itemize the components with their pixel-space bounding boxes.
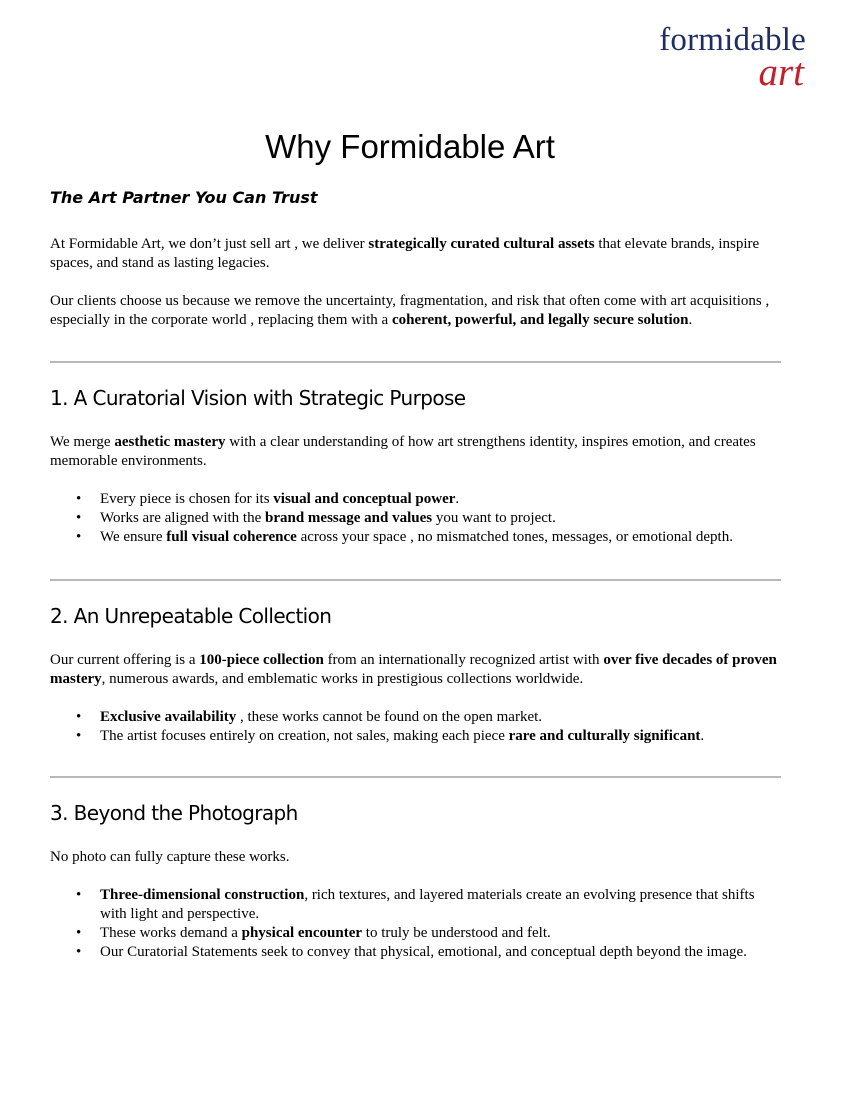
text-run: We ensure bbox=[100, 529, 167, 545]
text-run: We merge bbox=[50, 434, 115, 450]
section-2-heading: 2. An Unrepeatable Collection bbox=[50, 604, 332, 628]
section-1-paragraph bbox=[50, 433, 781, 471]
section-2-bullets bbox=[50, 708, 781, 746]
bullet-icon: • bbox=[76, 944, 82, 960]
bold-text: physical encounter bbox=[241, 925, 363, 941]
bold-text: visual and conceptual power bbox=[273, 491, 456, 507]
list-item bbox=[50, 708, 781, 727]
list-item-text bbox=[100, 887, 755, 922]
bold-text: coherent, powerful, and legally secure solution bbox=[391, 312, 689, 328]
section-3-bullets bbox=[50, 886, 781, 962]
list-item-text bbox=[100, 529, 733, 545]
bullet-icon: • bbox=[76, 491, 82, 507]
bullet-icon: • bbox=[76, 925, 82, 941]
text-run: These works demand a bbox=[100, 925, 242, 941]
text-run: Every piece is chosen for its bbox=[100, 491, 274, 507]
section-3-paragraph bbox=[50, 848, 781, 867]
intro-paragraph-2 bbox=[50, 292, 781, 330]
list-item-text bbox=[100, 944, 747, 960]
bold-text: aesthetic mastery bbox=[114, 434, 226, 450]
list-item-text bbox=[100, 491, 459, 507]
bullet-icon: • bbox=[76, 709, 82, 725]
list-item-text bbox=[100, 728, 704, 744]
page-title: Why Formidable Art bbox=[265, 128, 555, 165]
section-divider bbox=[50, 776, 781, 778]
bold-text: strategically curated cultural assets bbox=[368, 236, 595, 252]
bullet-icon: • bbox=[76, 887, 82, 903]
text-run: . bbox=[688, 312, 693, 328]
text-run: to truly be understood and felt. bbox=[362, 925, 551, 941]
section-3-heading: 3. Beyond the Photograph bbox=[50, 801, 298, 825]
document-body bbox=[50, 188, 781, 962]
page-subtitle: The Art Partner You Can Trust bbox=[50, 188, 318, 207]
section-divider bbox=[50, 361, 781, 363]
logo-word-formidable: formidable bbox=[659, 22, 806, 58]
section-2-paragraph bbox=[50, 651, 781, 689]
text-run: , rich textures, and layered materials create an evolving presence that shifts with light and perspective. bbox=[100, 887, 755, 922]
list-item-text bbox=[100, 925, 551, 941]
text-run: you want to project. bbox=[432, 510, 556, 526]
bold-text: brand message and values bbox=[265, 510, 433, 526]
list-item bbox=[50, 509, 781, 528]
logo-word-art: art bbox=[758, 51, 804, 94]
company-logo bbox=[659, 24, 806, 92]
bold-text: 100-piece collection bbox=[199, 652, 324, 668]
list-item bbox=[50, 490, 781, 509]
list-item bbox=[50, 943, 781, 962]
bold-text: Exclusive availability bbox=[100, 709, 237, 725]
text-run: , numerous awards, and emblematic works in prestigious collections worldwide. bbox=[101, 671, 584, 687]
text-run: The artist focuses entirely on creation, not sales, making each piece bbox=[100, 728, 509, 744]
text-run: Our clients choose us because we remove the uncertainty, fragmentation, and risk that often come with art acquisitions , especially in the corporate world , replacing them with a bbox=[50, 293, 770, 328]
text-run: Works are aligned with the bbox=[100, 510, 265, 526]
text-run: from an internationally recognized artist with bbox=[323, 652, 604, 668]
bold-text: Three-dimensional construction bbox=[100, 887, 305, 903]
bullet-icon: • bbox=[76, 529, 82, 545]
text-run: At Formidable Art, we don’t just sell art , we deliver bbox=[50, 236, 369, 252]
bold-text: full visual coherence bbox=[166, 529, 297, 545]
section-divider bbox=[50, 579, 781, 581]
list-item bbox=[50, 727, 781, 746]
text-run: , these works cannot be found on the open market. bbox=[236, 709, 543, 725]
section-1-bullets bbox=[50, 490, 781, 547]
bullet-icon: • bbox=[76, 510, 82, 526]
text-run: Our current offering is a bbox=[50, 652, 200, 668]
bullet-icon: • bbox=[76, 728, 82, 744]
text-run: Our Curatorial Statements seek to convey that physical, emotional, and conceptual depth beyond the image. bbox=[100, 944, 747, 960]
list-item-text bbox=[100, 510, 556, 526]
text-run: with a clear understanding of how art strengthens identity, inspires emotion, and creates memorable environments. bbox=[50, 434, 756, 469]
text-run: . bbox=[700, 728, 705, 744]
bold-text: rare and culturally significant bbox=[508, 728, 701, 744]
list-item-text bbox=[100, 709, 542, 725]
list-item bbox=[50, 886, 781, 924]
intro-paragraph-1 bbox=[50, 235, 781, 273]
text-run: . bbox=[455, 491, 460, 507]
list-item bbox=[50, 528, 781, 547]
text-run: that elevate brands, inspire spaces, and stand as lasting legacies. bbox=[50, 236, 760, 271]
section-1-heading: 1. A Curatorial Vision with Strategic Purpose bbox=[50, 386, 466, 410]
list-item bbox=[50, 924, 781, 943]
bold-text: over five decades of proven mastery bbox=[50, 652, 777, 687]
text-run: across your space , no mismatched tones, messages, or emotional depth. bbox=[296, 529, 733, 545]
text-run: No photo can fully capture these works. bbox=[50, 849, 290, 865]
